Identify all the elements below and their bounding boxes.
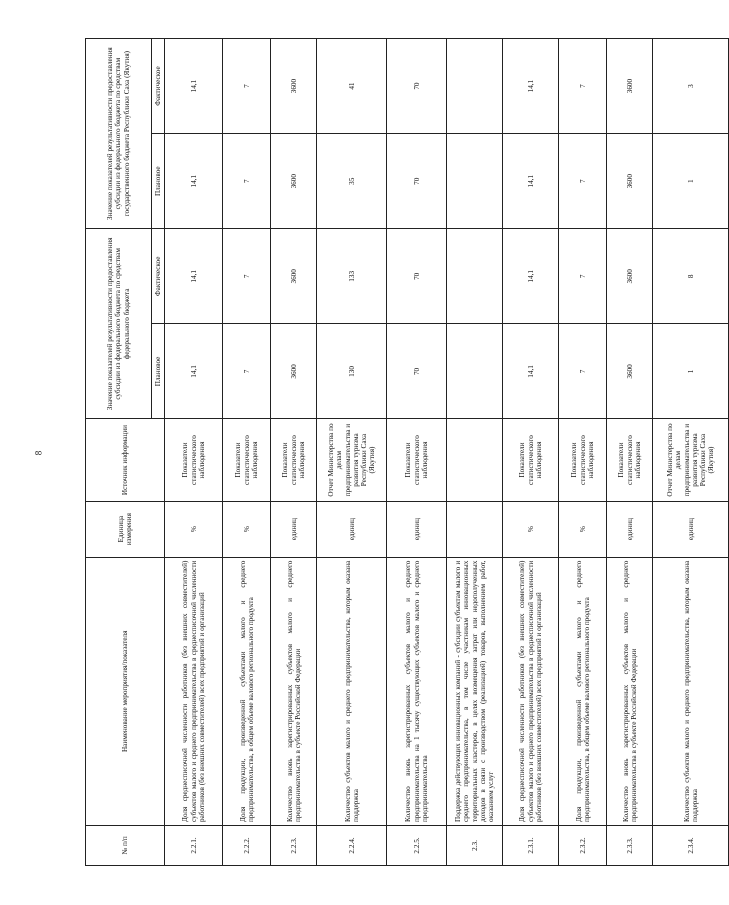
- indicator-name: Количество вновь зарегистрированных субъектов малого и среднего предпринимательства в субъекте Российской Федерации: [271, 557, 317, 825]
- table-row: [223, 39, 271, 866]
- header-fed-planned: Плановое: [152, 324, 165, 419]
- indicator-name: Количество субъектов малого и среднего предпринимательства, которым оказана поддержка: [653, 557, 729, 825]
- federal-planned-value: 3600: [271, 324, 317, 419]
- regional-actual-value: 14,1: [165, 39, 223, 134]
- unit-of-measure: единиц: [653, 501, 729, 557]
- indicator-name: Доля среднесписочной численности работников (без внешних совместителей) субъектов малого и среднего предпринимательства в среднесписочной численности работников (без внешних совместителей) всех предприятий и организаций: [503, 557, 559, 825]
- federal-actual-value: 14,1: [503, 229, 559, 324]
- indicator-name: Доля среднесписочной численности работников (без внешних совместителей) субъектов малого и среднего предпринимательства в среднесписочной численности работников (без внешних совместителей) всех предприятий и организаций: [165, 557, 223, 825]
- row-number: 2.2.3.: [271, 825, 317, 865]
- regional-planned-value: 14,1: [165, 134, 223, 229]
- information-source: Отчет Министерства по делам предпринимательства и развития туризма Республики Саха (Якутия): [653, 419, 729, 501]
- unit-of-measure: %: [165, 501, 223, 557]
- indicator-name: Доля продукции, произведенной субъектами малого и среднего предпринимательства, в общем объеме валового регионального продукта: [559, 557, 607, 825]
- federal-actual-value: 7: [559, 229, 607, 324]
- row-number: 2.3.2.: [559, 825, 607, 865]
- row-number: 2.3.4.: [653, 825, 729, 865]
- information-source: Показатели статистического наблюдения: [559, 419, 607, 501]
- regional-planned-value: 1: [653, 134, 729, 229]
- table-header-row: [86, 39, 152, 866]
- information-source: Показатели статистического наблюдения: [165, 419, 223, 501]
- information-source: [447, 419, 503, 501]
- table-row: [165, 39, 223, 866]
- indicator-name: Количество вновь зарегистрированных субъектов малого и среднего предпринимательства в субъекте Российской Федерации: [607, 557, 653, 825]
- regional-actual-value: 7: [223, 39, 271, 134]
- information-source: Отчет Министерства по делам предпринимательства и развития туризма Республики Саха (Якутия): [317, 419, 387, 501]
- rotated-page: [85, 38, 715, 866]
- unit-of-measure: %: [559, 501, 607, 557]
- federal-planned-value: [447, 324, 503, 419]
- indicators-table: [85, 38, 729, 866]
- regional-planned-value: 70: [387, 134, 447, 229]
- header-no: № п/п: [86, 825, 165, 865]
- table-row: [503, 39, 559, 866]
- header-federal-group: Значение показателей результативности предоставления субсидии из федерального бюджета по средствам федерального бюджета: [86, 229, 152, 419]
- federal-planned-value: 130: [317, 324, 387, 419]
- header-reg-actual: Фактическое: [152, 39, 165, 134]
- row-number: 2.2.2.: [223, 825, 271, 865]
- federal-actual-value: 7: [223, 229, 271, 324]
- federal-planned-value: 14,1: [165, 324, 223, 419]
- table-row: [653, 39, 729, 866]
- regional-planned-value: 7: [223, 134, 271, 229]
- information-source: Показатели статистического наблюдения: [607, 419, 653, 501]
- federal-actual-value: 8: [653, 229, 729, 324]
- regional-actual-value: 3: [653, 39, 729, 134]
- row-number: 2.2.5.: [387, 825, 447, 865]
- regional-actual-value: [447, 39, 503, 134]
- regional-actual-value: 3600: [271, 39, 317, 134]
- row-number: 2.2.1.: [165, 825, 223, 865]
- information-source: Показатели статистического наблюдения: [271, 419, 317, 501]
- regional-actual-value: 7: [559, 39, 607, 134]
- indicator-name: Поддержка действующих инновационных компаний - субсидии субъектам малого и среднего предпринимательства, в том числе участникам инновационных территориальных кластеров, в целях возмещения затрат или недополученных доходов в связи с производством (реализацией) товаров, выполнением работ, оказанием услуг: [447, 557, 503, 825]
- unit-of-measure: единиц: [607, 501, 653, 557]
- table-row: [271, 39, 317, 866]
- federal-planned-value: 1: [653, 324, 729, 419]
- table-row: [559, 39, 607, 866]
- federal-actual-value: 70: [387, 229, 447, 324]
- indicator-name: Количество субъектов малого и среднего предпринимательства, которым оказана поддержка: [317, 557, 387, 825]
- regional-actual-value: 41: [317, 39, 387, 134]
- row-number: 2.3.1.: [503, 825, 559, 865]
- unit-of-measure: единиц: [271, 501, 317, 557]
- information-source: Показатели статистического наблюдения: [503, 419, 559, 501]
- header-unit: Единица измерения: [86, 501, 165, 557]
- regional-actual-value: 14,1: [503, 39, 559, 134]
- federal-planned-value: 3600: [607, 324, 653, 419]
- regional-planned-value: 7: [559, 134, 607, 229]
- header-source: Источник информации: [86, 419, 165, 501]
- header-fed-actual: Фактическое: [152, 229, 165, 324]
- unit-of-measure: [447, 501, 503, 557]
- federal-actual-value: 3600: [271, 229, 317, 324]
- unit-of-measure: единиц: [317, 501, 387, 557]
- federal-actual-value: 14,1: [165, 229, 223, 324]
- regional-planned-value: 3600: [271, 134, 317, 229]
- header-name: Наименование мероприятия/показателя: [86, 557, 165, 825]
- unit-of-measure: %: [503, 501, 559, 557]
- row-number: 2.3.: [447, 825, 503, 865]
- header-reg-planned: Плановое: [152, 134, 165, 229]
- federal-planned-value: 7: [559, 324, 607, 419]
- indicator-name: Количество вновь зарегистрированных субъектов малого и среднего предпринимательства на 1 тысячу существующих субъектов малого и среднего предпринимательства: [387, 557, 447, 825]
- regional-actual-value: 70: [387, 39, 447, 134]
- regional-planned-value: 3600: [607, 134, 653, 229]
- information-source: Показатели статистического наблюдения: [387, 419, 447, 501]
- unit-of-measure: единиц: [387, 501, 447, 557]
- table-row: [317, 39, 387, 866]
- rotated-table-container: [85, 38, 715, 866]
- table-row: [607, 39, 653, 866]
- federal-actual-value: [447, 229, 503, 324]
- federal-planned-value: 7: [223, 324, 271, 419]
- federal-actual-value: 3600: [607, 229, 653, 324]
- federal-planned-value: 14,1: [503, 324, 559, 419]
- regional-planned-value: 14,1: [503, 134, 559, 229]
- regional-planned-value: 35: [317, 134, 387, 229]
- information-source: Показатели статистического наблюдения: [223, 419, 271, 501]
- row-number: 2.3.3.: [607, 825, 653, 865]
- federal-actual-value: 133: [317, 229, 387, 324]
- header-regional-group: Значение показателей результативности предоставления субсидии из федерального бюджета по средствам государственного бюджета Республики Саха (Якутия): [86, 39, 152, 229]
- indicator-name: Доля продукции, произведенной субъектами малого и среднего предпринимательства, в общем объеме валового регионального продукта: [223, 557, 271, 825]
- page-number: 8: [33, 450, 44, 456]
- regional-planned-value: [447, 134, 503, 229]
- row-number: 2.2.4.: [317, 825, 387, 865]
- unit-of-measure: %: [223, 501, 271, 557]
- table-row: [447, 39, 503, 866]
- table-row: [387, 39, 447, 866]
- regional-actual-value: 3600: [607, 39, 653, 134]
- federal-planned-value: 70: [387, 324, 447, 419]
